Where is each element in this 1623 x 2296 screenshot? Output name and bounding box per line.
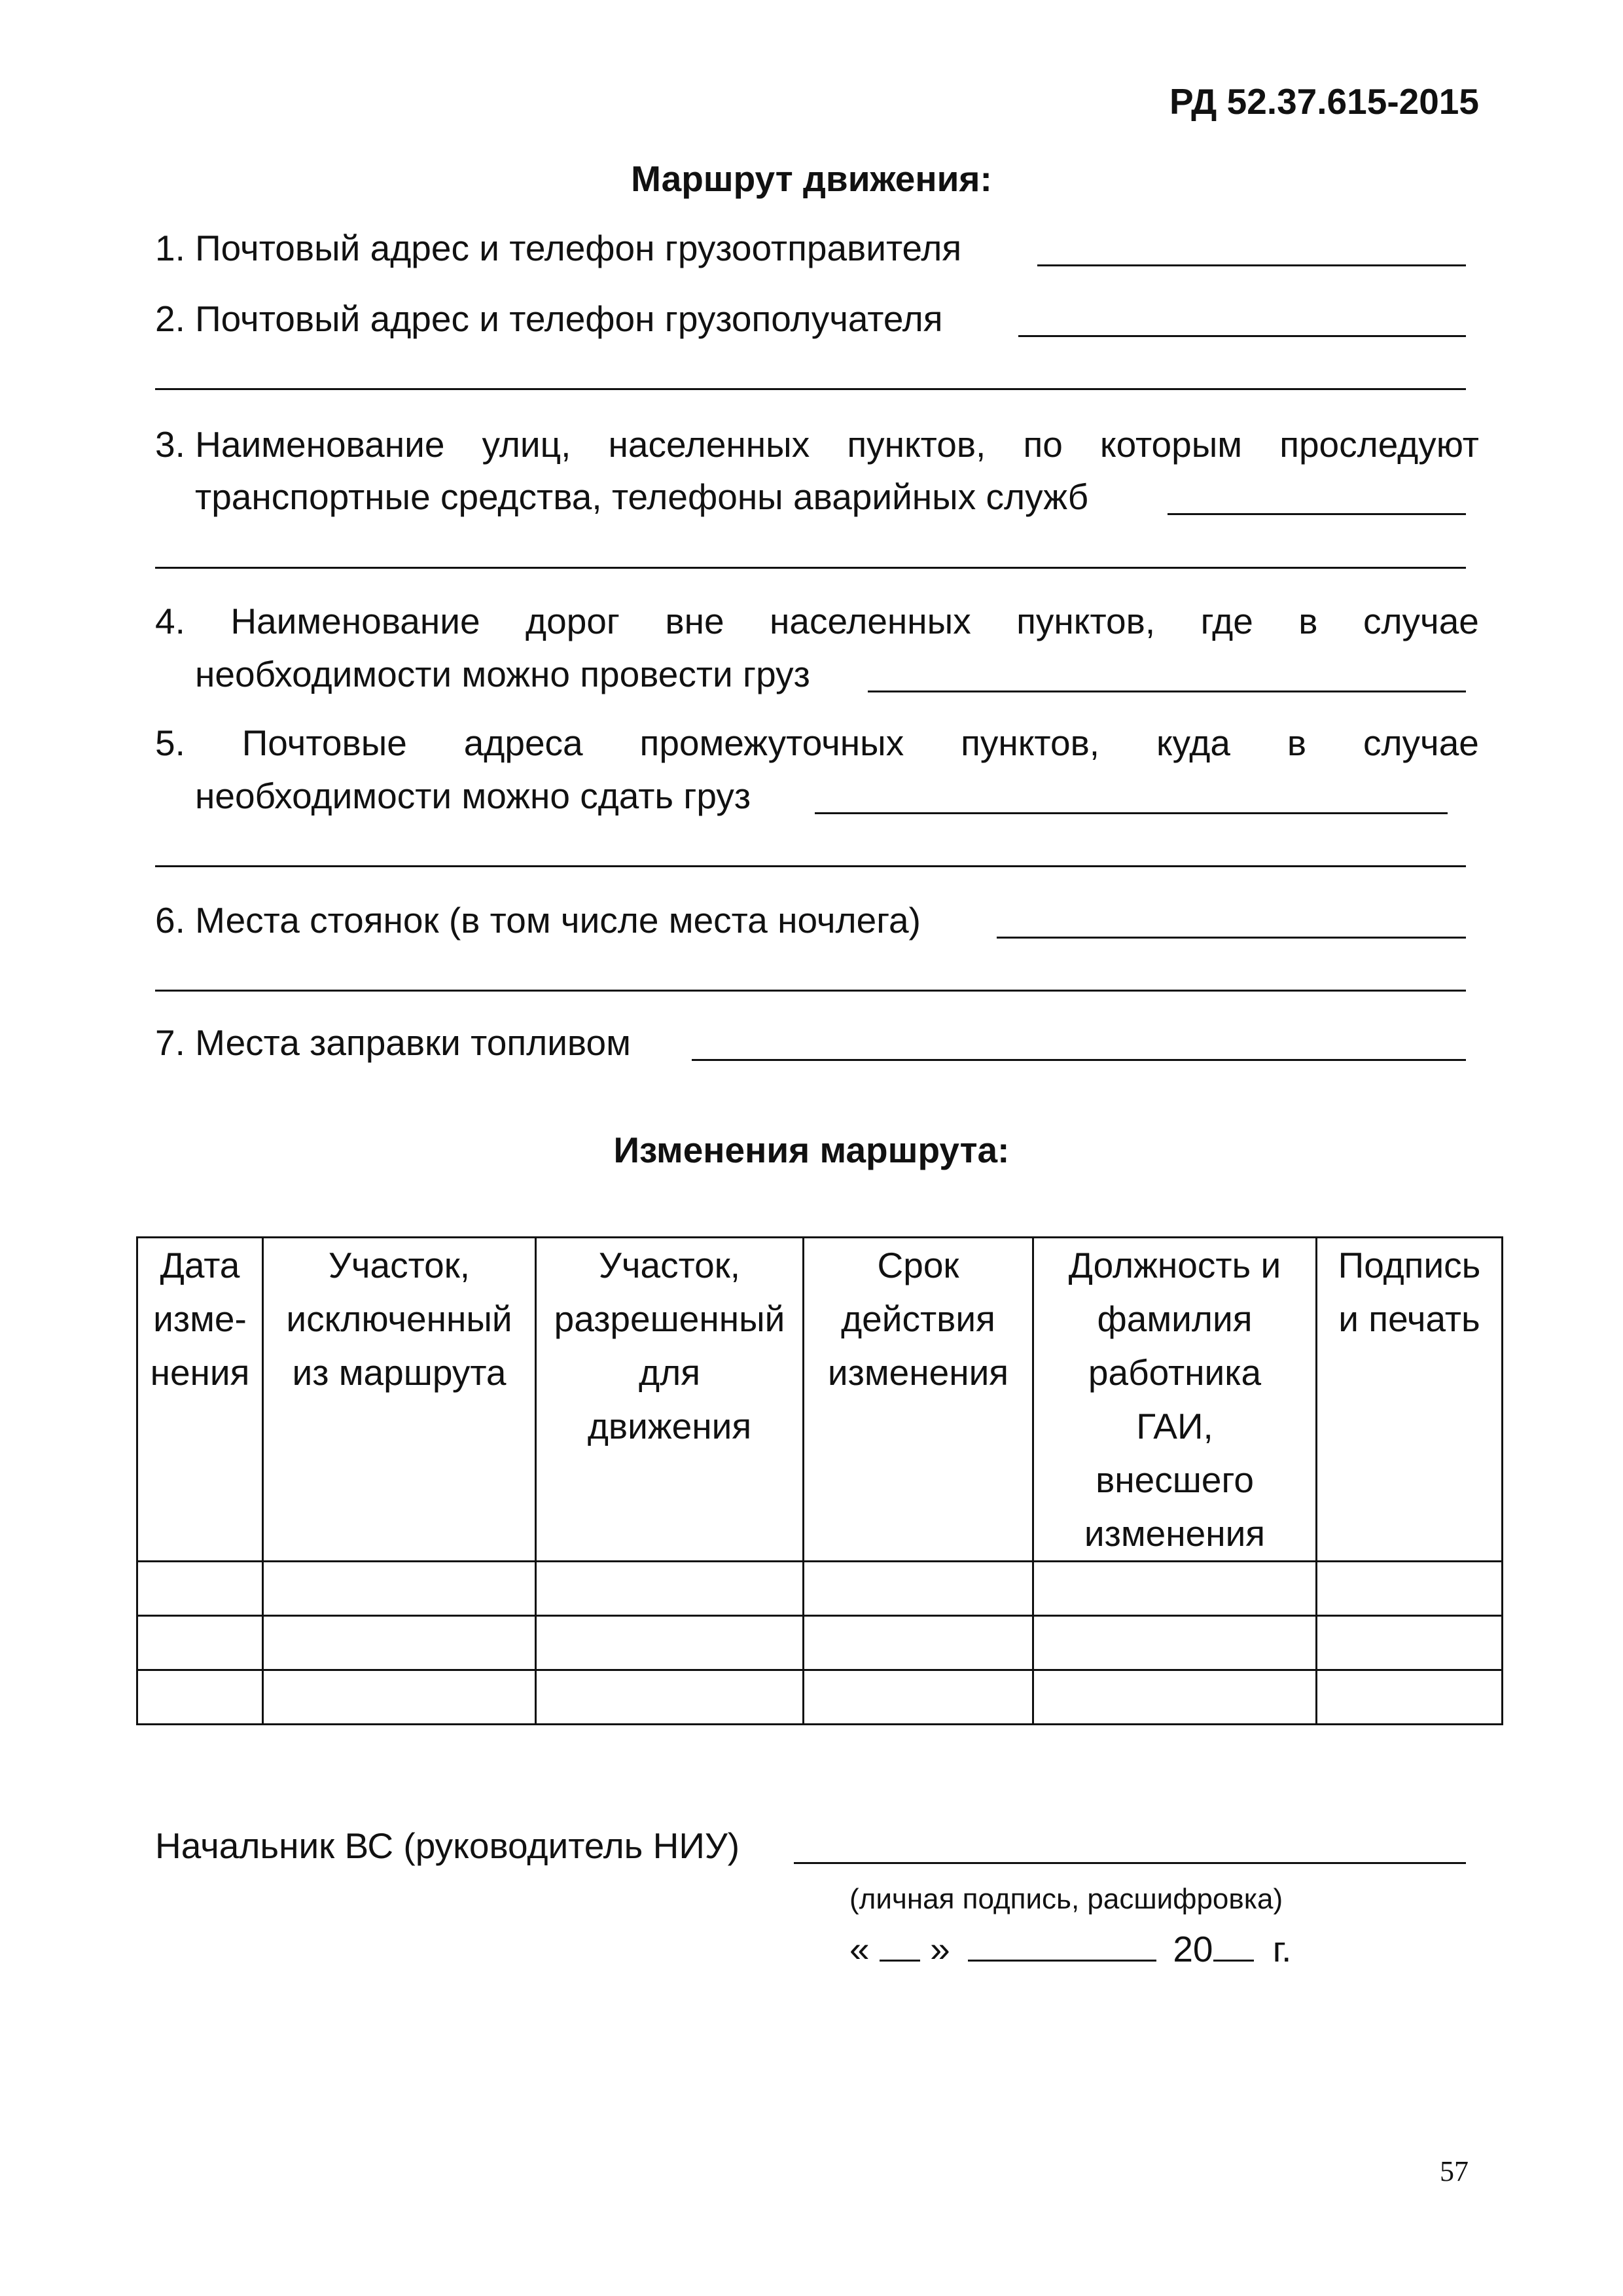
date-year-blank[interactable]: [1213, 1928, 1254, 1962]
table-cell[interactable]: [536, 1562, 804, 1616]
word: в: [1287, 723, 1307, 763]
route-item-3-blank-continued[interactable]: [155, 567, 1466, 569]
word: случае: [1363, 601, 1479, 641]
route-item-4-blank[interactable]: [868, 691, 1466, 692]
date-month-blank[interactable]: [968, 1928, 1156, 1962]
route-item-5-blank-continued[interactable]: [155, 865, 1466, 867]
table-cell[interactable]: [1317, 1670, 1503, 1725]
route-item-5-line-1: [155, 725, 1479, 761]
header-line: движения: [587, 1406, 752, 1446]
table-cell[interactable]: [263, 1562, 536, 1616]
word: пунктов,: [1016, 601, 1156, 641]
table-cell[interactable]: [1033, 1670, 1317, 1725]
route-item-6-blank-continued[interactable]: [155, 990, 1466, 992]
header-line: изменения: [827, 1352, 1009, 1393]
header-line: фамилия: [1097, 1299, 1253, 1339]
word: дорог: [526, 601, 620, 641]
table-row: [137, 1670, 1503, 1725]
route-item-5-line-2: необходимости можно сдать груз: [195, 776, 751, 816]
table-cell[interactable]: [804, 1562, 1033, 1616]
header-line: Срок: [877, 1245, 959, 1285]
word: промежуточных: [639, 723, 904, 763]
header-line: разрешенный: [554, 1299, 785, 1339]
route-item-6: 6. Места стоянок (в том числе места ночлега): [155, 900, 921, 941]
word: которым: [1099, 424, 1243, 465]
header-line: Подпись: [1338, 1245, 1481, 1285]
table-header-row: [137, 1238, 1503, 1562]
word: улиц,: [482, 424, 571, 465]
route-item-4-line-2: необходимости можно провести груз: [195, 654, 810, 694]
header-line: Участок,: [328, 1245, 471, 1285]
document-code: РД 52.37.615-2015: [1169, 81, 1479, 122]
header-line: Должность и: [1068, 1245, 1281, 1285]
header-line: из маршрута: [292, 1352, 507, 1393]
route-item-6-blank[interactable]: [997, 937, 1466, 939]
word: по: [1023, 424, 1063, 465]
page-number: 57: [1440, 2155, 1469, 2187]
date-close-quote: »: [930, 1929, 950, 1969]
word: случае: [1363, 723, 1479, 763]
table-cell[interactable]: [1317, 1562, 1503, 1616]
word: где: [1200, 601, 1253, 641]
column-header-allowed-section: [536, 1238, 804, 1562]
header-line: для: [639, 1352, 700, 1393]
word: пунктов,: [961, 723, 1100, 763]
header-line: и печать: [1338, 1299, 1480, 1339]
header-line: изменения: [1084, 1513, 1266, 1554]
table-cell[interactable]: [137, 1616, 263, 1670]
signature-label: Начальник ВС (руководитель НИУ): [155, 1825, 740, 1866]
column-header-date: [137, 1238, 263, 1562]
word: 5.: [155, 723, 185, 763]
table-cell[interactable]: [536, 1616, 804, 1670]
column-header-signature: [1317, 1238, 1503, 1562]
table-cell[interactable]: [1317, 1616, 1503, 1670]
table-cell[interactable]: [137, 1670, 263, 1725]
header-line: ГАИ,: [1136, 1406, 1213, 1446]
word: куда: [1156, 723, 1230, 763]
column-header-excluded-section: [263, 1238, 536, 1562]
date-day-blank[interactable]: [880, 1928, 920, 1962]
word: 3. Наименование: [155, 424, 445, 465]
word: Наименование: [230, 601, 480, 641]
column-header-officer: [1033, 1238, 1317, 1562]
signature-date: [849, 1928, 1291, 1967]
word: адреса: [463, 723, 583, 763]
header-line: нения: [150, 1352, 250, 1393]
route-item-1-blank[interactable]: [1037, 264, 1466, 266]
header-line: исключенный: [286, 1299, 512, 1339]
route-item-1: [155, 230, 961, 266]
word: 4.: [155, 601, 185, 641]
date-open-quote: «: [849, 1929, 870, 1969]
table-cell[interactable]: [804, 1616, 1033, 1670]
header-line: Участок,: [598, 1245, 741, 1285]
table-row: [137, 1616, 1503, 1670]
header-line: действия: [841, 1299, 995, 1339]
word: населенных: [770, 601, 971, 641]
route-item-2-label: 2. Почтовый адрес и телефон грузополучателя: [155, 298, 943, 339]
column-header-validity: [804, 1238, 1033, 1562]
route-item-2: [155, 298, 943, 339]
route-item-3-blank[interactable]: [1168, 513, 1466, 515]
table-cell[interactable]: [1033, 1562, 1317, 1616]
table-cell[interactable]: [1033, 1616, 1317, 1670]
table-cell[interactable]: [137, 1562, 263, 1616]
route-section-title: Маршрут движения:: [631, 158, 992, 199]
route-item-2-blank[interactable]: [1018, 335, 1466, 337]
date-suffix: г.: [1272, 1929, 1292, 1969]
header-line: изме-: [153, 1299, 247, 1339]
route-item-7: 7. Места заправки топливом: [155, 1022, 631, 1063]
route-item-5-blank[interactable]: [815, 812, 1448, 814]
table-cell[interactable]: [804, 1670, 1033, 1725]
table-row: [137, 1562, 1503, 1616]
word: проследуют: [1279, 424, 1479, 465]
route-changes-table: [136, 1236, 1503, 1725]
route-item-2-blank-continued[interactable]: [155, 388, 1466, 390]
signature-blank[interactable]: [794, 1862, 1466, 1864]
word: Почтовые: [241, 723, 407, 763]
table-cell[interactable]: [263, 1616, 536, 1670]
date-year-prefix: 20: [1173, 1929, 1213, 1969]
header-line: Дата: [160, 1245, 240, 1285]
route-item-7-blank[interactable]: [692, 1059, 1466, 1061]
route-item-3-line-2: транспортные средства, телефоны аварийных служб: [195, 476, 1089, 517]
word: вне: [665, 601, 724, 641]
table-cell[interactable]: [536, 1670, 804, 1725]
route-item-4-line-1: [155, 603, 1479, 639]
table-cell[interactable]: [263, 1670, 536, 1725]
word: в: [1298, 601, 1318, 641]
header-line: работника: [1088, 1352, 1262, 1393]
changes-section-title: Изменения маршрута:: [613, 1130, 1010, 1170]
header-line: внесшего: [1096, 1460, 1254, 1500]
route-item-3-line-1: [155, 424, 1479, 465]
word: населенных: [608, 424, 810, 465]
word: пунктов,: [847, 424, 986, 465]
route-item-1-label: 1. Почтовый адрес и телефон грузоотправителя: [155, 228, 962, 268]
signature-hint: (личная подпись, расшифровка): [849, 1883, 1283, 1915]
